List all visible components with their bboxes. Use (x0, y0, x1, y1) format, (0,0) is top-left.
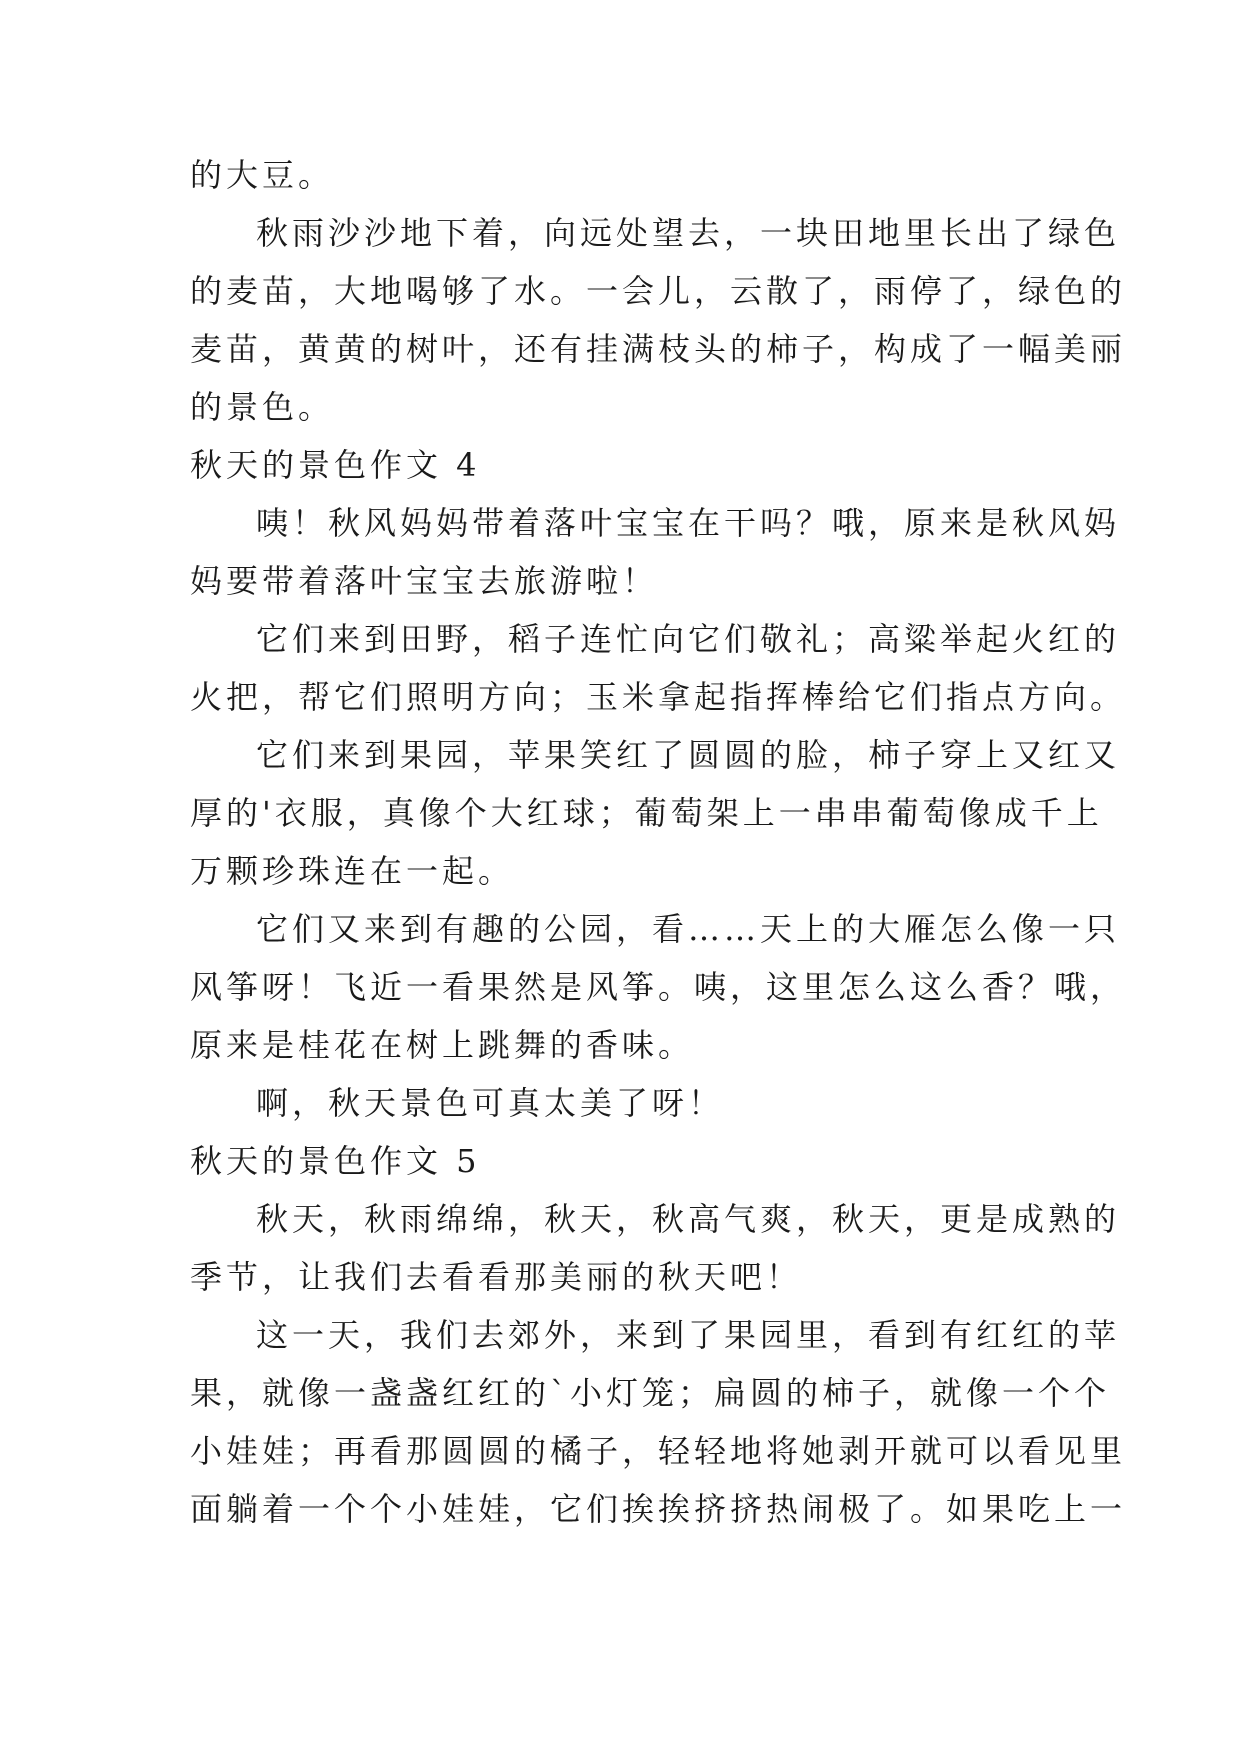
paragraph-line: 它们来到田野，稻子连忙向它们敬礼；高粱举起火红的 (256, 620, 1121, 658)
section-heading: 秋天的景色作文 4 (190, 446, 481, 484)
section-heading: 秋天的景色作文 5 (190, 1142, 481, 1180)
paragraph-line: 季节，让我们去看看那美丽的秋天吧！ (190, 1258, 803, 1296)
paragraph-line: 万颗珍珠连在一起。 (190, 852, 515, 890)
paragraph-line: 果，就像一盏盏红红的`小灯笼；扁圆的柿子，就像一个个 (190, 1374, 1111, 1412)
paragraph-line: 咦！秋风妈妈带着落叶宝宝在干吗？哦，原来是秋风妈 (256, 504, 1121, 542)
paragraph-line: 啊，秋天景色可真太美了呀！ (256, 1084, 725, 1122)
paragraph-line: 它们又来到有趣的公园，看……天上的大雁怎么像一只 (256, 910, 1121, 948)
paragraph-line: 秋雨沙沙地下着，向远处望去，一块田地里长出了绿色 (256, 214, 1121, 252)
paragraph-line: 妈要带着落叶宝宝去旅游啦！ (190, 562, 659, 600)
paragraph-line: 火把，帮它们照明方向；玉米拿起指挥棒给它们指点方向。 (190, 678, 1127, 716)
paragraph-line: 这一天，我们去郊外，来到了果园里，看到有红红的苹 (256, 1316, 1121, 1354)
paragraph-line: 的景色。 (190, 388, 335, 426)
paragraph-line: 的麦苗，大地喝够了水。一会儿，云散了，雨停了，绿色的 (190, 272, 1127, 310)
paragraph-line: 的大豆。 (190, 156, 335, 194)
paragraph-line: 原来是桂花在树上跳舞的香味。 (190, 1026, 695, 1064)
paragraph-line: 秋天，秋雨绵绵，秋天，秋高气爽，秋天，更是成熟的 (256, 1200, 1121, 1238)
paragraph-line: 麦苗，黄黄的树叶，还有挂满枝头的柿子，构成了一幅美丽 (190, 330, 1127, 368)
paragraph-line: 它们来到果园，苹果笑红了圆圆的脸，柿子穿上又红又 (256, 736, 1121, 774)
paragraph-line: 面躺着一个个小娃娃，它们挨挨挤挤热闹极了。如果吃上一 (190, 1490, 1127, 1528)
paragraph-line: 厚的'衣服，真像个大红球；葡萄架上一串串葡萄像成千上 (190, 794, 1103, 832)
paragraph-line: 风筝呀！飞近一看果然是风筝。咦，这里怎么这么香？哦， (190, 968, 1127, 1006)
paragraph-line: 小娃娃；再看那圆圆的橘子，轻轻地将她剥开就可以看见里 (190, 1432, 1127, 1470)
